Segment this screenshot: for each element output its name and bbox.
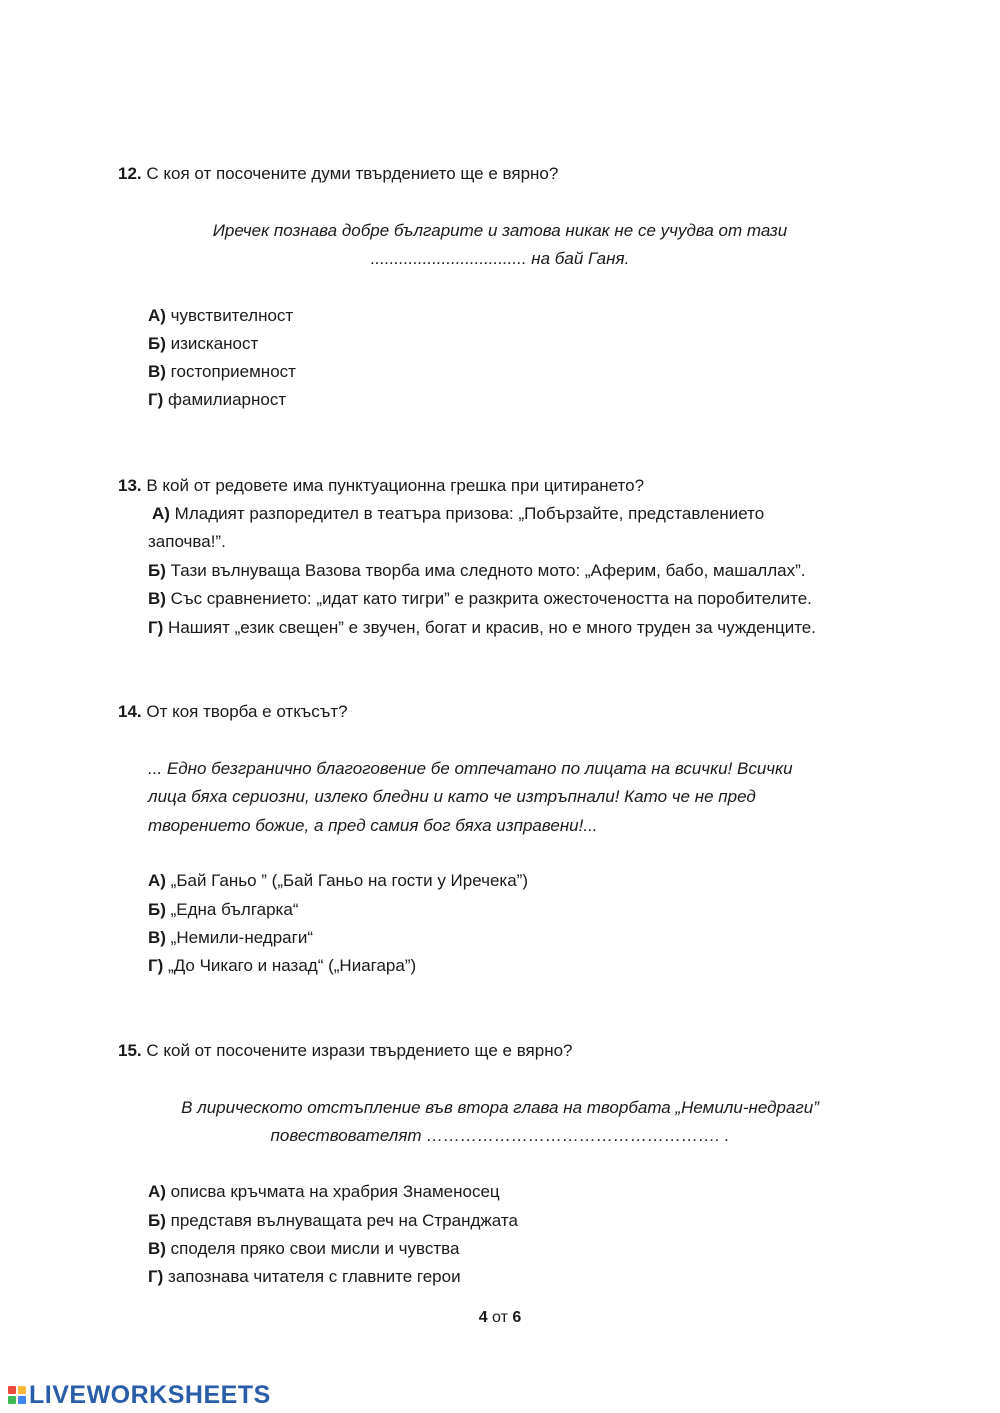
option-a[interactable]: А) чувствителност	[148, 306, 294, 325]
question-text: С коя от посочените думи твърдението ще е вярно?	[141, 164, 559, 183]
option-b[interactable]: Б) Тази вълнуваща Вазова творба има следното мото: „Аферим, бабо, машаллах”.	[148, 561, 806, 580]
option-b[interactable]: Б) изисканост	[148, 334, 259, 353]
option-a[interactable]: А) „Бай Ганьо ” („Бай Ганьо на гости у Иречека”)	[148, 871, 528, 890]
quote-line: творението божие, а пред самия бог бяха изправени!...	[148, 816, 598, 835]
option-v[interactable]: В) Със сравнението: „идат като тигри” е разкрита ожесточеността на поробителите.	[148, 589, 812, 608]
option-v[interactable]: В) гостоприемност	[148, 362, 296, 381]
quote-line: В лирическото отстъпление във втора глава на творбата „Немили-недраги”	[181, 1098, 819, 1117]
option-g[interactable]: Г) Нашият „език свещен” е звучен, богат и красив, но е много труден за чужденците.	[148, 618, 816, 637]
quote-line: повествователят ……………………………………………. .	[270, 1126, 730, 1145]
liveworksheets-logo[interactable]	[8, 1382, 271, 1408]
option-a-continued: започва!”.	[148, 532, 226, 551]
question-14	[118, 701, 348, 723]
option-b[interactable]: Б) „Една българка“	[148, 900, 299, 919]
question-text: С кой от посочените изрази твърдението ще е вярно?	[141, 1041, 573, 1060]
option-a[interactable]: А) Младият разпоредител в театъра призова: „Побързайте, представлението	[152, 504, 765, 523]
total-pages: 6	[512, 1309, 522, 1326]
option-g[interactable]: Г) „До Чикаго и назад“ („Ниагара”)	[148, 956, 417, 975]
option-g[interactable]: Г) фамилиарност	[148, 390, 287, 409]
quote-line: ... Едно безгранично благоговение бе отпечатано по лицата на всички! Всички	[148, 759, 793, 778]
current-page: 4	[478, 1309, 488, 1326]
question-number: 13.	[118, 476, 142, 495]
option-a[interactable]: А) описва кръчмата на храбрия Знаменосец	[148, 1182, 500, 1201]
logo-blocks-icon	[8, 1386, 26, 1404]
quote-line: ................................. на бай Ганя.	[370, 249, 630, 268]
question-15	[118, 1040, 573, 1062]
page-number: 4 от 6	[478, 1309, 522, 1326]
option-g[interactable]: Г) запознава читателя с главните герои	[148, 1267, 461, 1286]
quote-line: лица бяха сериозни, излеко бледни и като че изтръпнали! Като че не пред	[148, 787, 756, 806]
question-number: 14.	[118, 702, 142, 721]
question-number: 12.	[118, 164, 142, 183]
logo-text: LIVEWORKSHEETS	[29, 1380, 271, 1409]
option-b[interactable]: Б) представя вълнуващата реч на Странджата	[148, 1211, 518, 1230]
option-v[interactable]: В) споделя пряко свои мисли и чувства	[148, 1239, 460, 1258]
quote-line: Иречек познава добре българите и затова никак не се учудва от тази	[212, 221, 788, 240]
question-12	[118, 163, 558, 185]
option-v[interactable]: В) „Немили-недраги“	[148, 928, 313, 947]
question-text: От коя творба е откъсът?	[141, 702, 348, 721]
question-number: 15.	[118, 1041, 142, 1060]
question-text: В кой от редовете има пунктуационна грешка при цитирането?	[141, 476, 645, 495]
question-13	[118, 475, 644, 497]
